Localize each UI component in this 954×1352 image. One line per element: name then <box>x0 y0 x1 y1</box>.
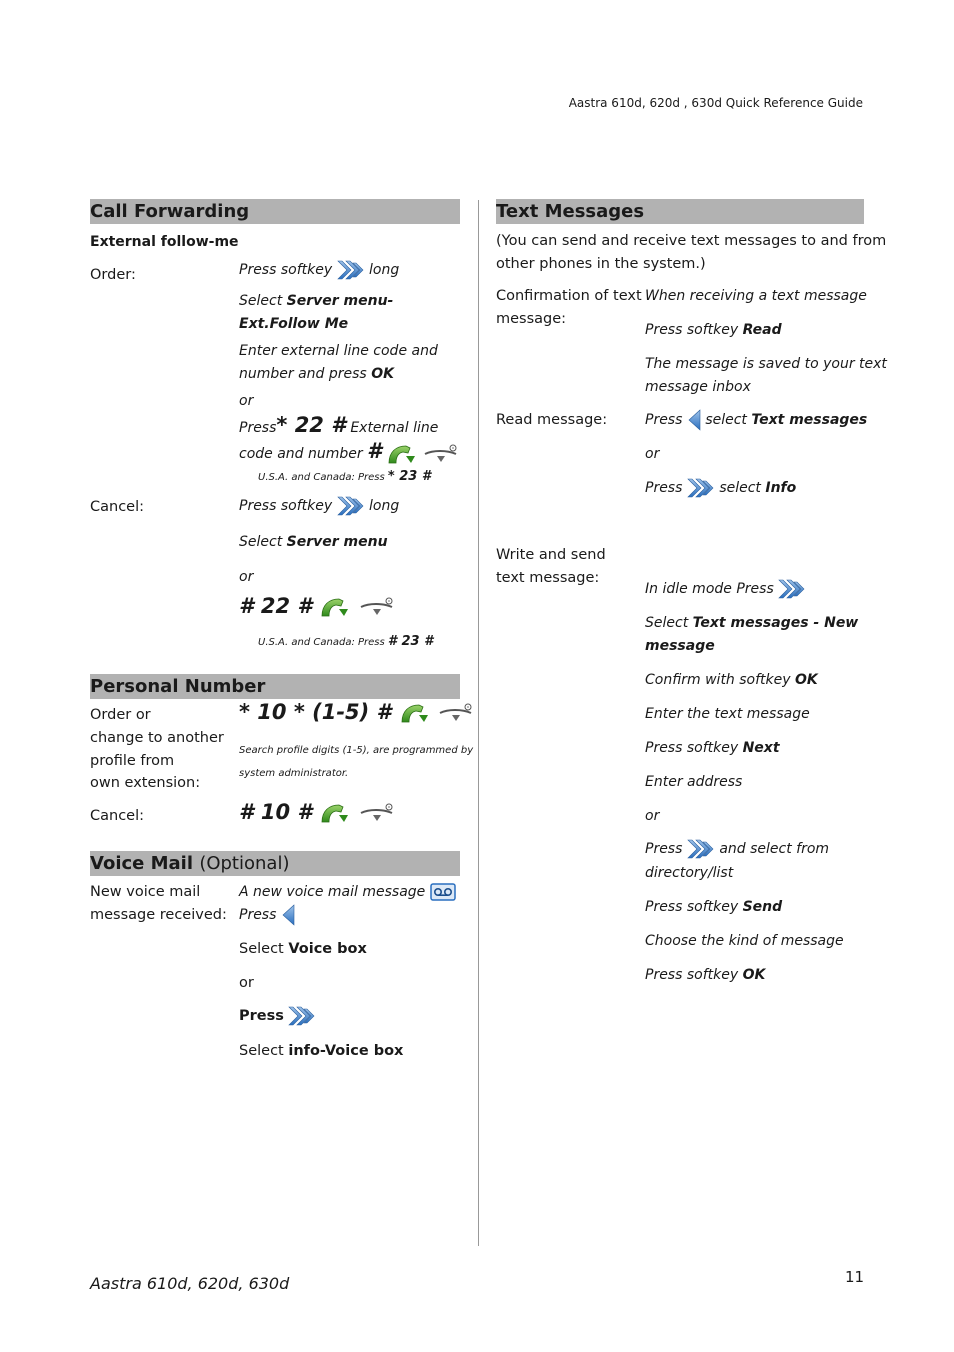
cancel-press-softkey-long: Press softkey long <box>239 495 399 518</box>
pn-cancel-code: # 10 # <box>239 800 395 824</box>
vm-new-message: A new voice mail message <box>239 881 456 904</box>
tm-press-send: Press softkey Send <box>645 899 783 915</box>
personal-number-heading: Personal Number <box>90 674 460 699</box>
chevron-right-softkey-icon <box>687 838 715 860</box>
tm-or-2: or <box>645 808 660 824</box>
tm-select-new-2: message <box>645 638 715 654</box>
tm-press-read: Press softkey Read <box>645 322 782 338</box>
vm-or: or <box>239 975 254 991</box>
vm-label-1: New voice mail <box>90 884 201 900</box>
vm-select-voice-box: Select Voice box <box>239 941 367 957</box>
tm-press-ok: Press softkey OK <box>645 967 766 983</box>
voicemail-icon <box>430 883 456 901</box>
chevron-right-softkey-icon <box>687 477 715 499</box>
footer-model: Aastra 610d, 620d, 630d <box>90 1274 290 1293</box>
vm-press-chevron: Press <box>239 1005 316 1028</box>
column-divider <box>478 200 479 1246</box>
tm-press-select-from: Press and select from <box>645 838 829 861</box>
call-forwarding-heading: Call Forwarding <box>90 199 460 224</box>
tm-or: or <box>645 446 660 462</box>
pn-cancel-label: Cancel: <box>90 808 145 824</box>
tm-choose-kind: Choose the kind of message <box>645 933 844 949</box>
press-softkey-long: Press softkey long <box>239 259 399 282</box>
tm-enter-address: Enter address <box>645 774 743 790</box>
tm-saved-2: message inbox <box>645 379 751 395</box>
tm-enter-text: Enter the text message <box>645 706 810 722</box>
tm-press-next: Press softkey Next <box>645 740 780 756</box>
on-hook-icon <box>438 702 474 724</box>
vm-press-left: Press <box>239 904 295 927</box>
off-hook-green-icon <box>319 802 351 824</box>
order-label: Order: <box>90 267 136 283</box>
usa-canada-note: U.S.A. and Canada: Press * 23 # <box>258 469 431 484</box>
tm-press-info: Press select Info <box>645 477 796 500</box>
or-text: or <box>239 569 254 585</box>
on-hook-icon <box>423 443 459 465</box>
tm-write-label-1: Write and send <box>496 547 606 563</box>
tm-when-receiving: When receiving a text message <box>645 288 867 304</box>
select-server-menu: Select Server menu <box>239 534 388 550</box>
tm-select-new-1: Select Text messages - New <box>645 615 859 631</box>
tm-saved-1: The message is saved to your text <box>645 356 887 372</box>
tm-intro-2: other phones in the system.) <box>496 256 706 272</box>
voice-mail-heading: Voice Mail (Optional) <box>90 851 460 876</box>
vm-select-info-voice-box: Select info-Voice box <box>239 1043 404 1059</box>
text-messages-heading: Text Messages <box>496 199 864 224</box>
tm-confirm-ok: Confirm with softkey OK <box>645 672 818 688</box>
left-arrow-icon <box>281 904 295 926</box>
cancel-label: Cancel: <box>90 499 145 515</box>
left-arrow-icon <box>687 409 701 431</box>
pn-order-label-1: Order or <box>90 707 151 723</box>
pn-order-label-2: change to another <box>90 730 224 746</box>
off-hook-green-icon <box>399 702 431 724</box>
pn-note-1: Search profile digits (1-5), are programmed by <box>239 745 474 756</box>
tm-read-label: Read message: <box>496 412 608 428</box>
cancel-code-22: # 22 # <box>239 594 395 618</box>
pn-order-label-3: profile from <box>90 753 175 769</box>
off-hook-green-icon <box>386 443 418 465</box>
external-follow-me-subtitle: External follow-me <box>90 234 239 250</box>
chevron-right-softkey-icon <box>778 578 806 600</box>
tm-confirm-label-1: Confirmation of text <box>496 288 642 304</box>
pn-note-2: system administrator. <box>239 768 349 779</box>
tm-intro-1: (You can send and receive text messages to and from <box>496 233 887 249</box>
page-number: 11 <box>845 1268 865 1286</box>
select-server-menu-ext: Select Server menu- Ext.Follow Me <box>239 293 394 332</box>
tm-idle-mode: In idle mode Press <box>645 578 806 601</box>
on-hook-icon <box>359 596 395 618</box>
pn-code: * 10 * (1-5) # <box>239 700 474 724</box>
off-hook-green-icon <box>319 596 351 618</box>
or-text: or <box>239 393 254 409</box>
chevron-right-softkey-icon <box>337 259 365 281</box>
on-hook-icon <box>359 802 395 824</box>
usa-canada-note-cancel: U.S.A. and Canada: Press # 23 # <box>258 634 434 649</box>
tm-press-left-select: Press select Text messages <box>645 409 867 432</box>
tm-write-label-2: text message: <box>496 570 600 586</box>
pn-order-label-4: own extension: <box>90 775 201 791</box>
tm-confirm-label-2: message: <box>496 311 567 327</box>
press-code-22: Press* 22 # External line code and number # <box>239 414 464 466</box>
chevron-right-softkey-icon <box>288 1005 316 1027</box>
header-title: Aastra 610d, 620d , 630d Quick Reference Guide <box>568 96 863 110</box>
enter-external-line: Enter external line code and number and press OK <box>239 343 438 382</box>
tm-directory: directory/list <box>645 865 734 881</box>
vm-label-2: message received: <box>90 907 227 923</box>
chevron-right-softkey-icon <box>337 495 365 517</box>
